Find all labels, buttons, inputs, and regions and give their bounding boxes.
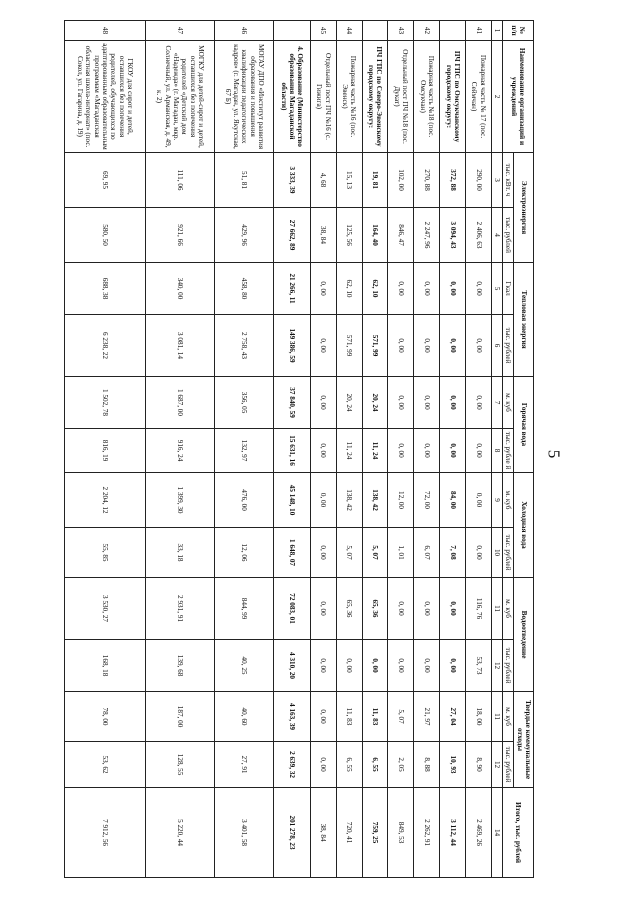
value-cell: 149 386, 59 xyxy=(274,315,311,377)
value-cell: 40, 25 xyxy=(215,640,274,692)
value-cell: 2 247, 96 xyxy=(414,208,440,263)
row-number: 46 xyxy=(215,21,274,41)
value-cell: 0, 00 xyxy=(440,578,466,640)
value-cell: 844, 99 xyxy=(215,578,274,640)
org-name: ГКОУ для сирот и детей, оставшихся без попечения родителей, обучающихся по адаптированным образовательным программам «Магаданская областная школа-интернат» (пос. Сокол, ул. Гагарина, д. 19) xyxy=(65,41,146,153)
value-cell: 10, 93 xyxy=(440,742,466,788)
value-cell: 111, 06 xyxy=(145,153,215,208)
subheader: м. куб xyxy=(503,692,514,742)
value-cell: 62, 10 xyxy=(336,263,362,315)
value-cell: 3 401, 58 xyxy=(215,788,274,878)
value-cell: 290, 00 xyxy=(466,153,492,208)
row-number: 42 xyxy=(414,21,440,41)
value-cell: 5, 07 xyxy=(362,528,388,578)
value-cell: 1 399, 30 xyxy=(145,473,215,528)
value-cell: 11, 83 xyxy=(362,692,388,742)
value-cell: 116, 76 xyxy=(466,578,492,640)
value-cell: 476, 00 xyxy=(215,473,274,528)
value-cell: 45 148, 10 xyxy=(274,473,311,528)
subheader: тыс. рублей xyxy=(503,640,514,692)
value-cell: 3 094, 43 xyxy=(440,208,466,263)
value-cell: 0, 00 xyxy=(414,315,440,377)
header-solid-waste: Твердые коммунальные отходы xyxy=(514,692,534,788)
org-name: Пожарная часть № 17 (пос. Сеймчан) xyxy=(466,41,492,153)
value-cell: 0, 00 xyxy=(466,377,492,429)
col-number: 5 xyxy=(491,263,502,315)
org-name: Отдельный пост ПЧ №16 (с. Гижига) xyxy=(310,41,336,153)
value-cell: 759, 25 xyxy=(362,788,388,878)
value-cell: 27, 91 xyxy=(215,742,274,788)
value-cell: 37 840, 59 xyxy=(274,377,311,429)
value-cell: 7, 08 xyxy=(440,528,466,578)
value-cell: 3 333, 39 xyxy=(274,153,311,208)
value-cell: 8, 88 xyxy=(414,742,440,788)
value-cell: 688, 38 xyxy=(65,263,146,315)
value-cell: 5, 07 xyxy=(336,528,362,578)
subheader: м. куб xyxy=(503,377,514,429)
value-cell: 21, 97 xyxy=(414,692,440,742)
table-row xyxy=(388,21,414,878)
table-body xyxy=(65,21,492,878)
header-hot-water: Горячая вода xyxy=(514,377,534,473)
value-cell: 849, 53 xyxy=(388,788,414,878)
value-cell: 816, 19 xyxy=(65,429,146,473)
value-cell: 8, 90 xyxy=(466,742,492,788)
row-number: 45 xyxy=(310,21,336,41)
value-cell: 0, 00 xyxy=(310,640,336,692)
value-cell: 139, 68 xyxy=(145,640,215,692)
value-cell: 3 081, 14 xyxy=(145,315,215,377)
value-cell: 102, 00 xyxy=(388,153,414,208)
value-cell: 0, 00 xyxy=(466,429,492,473)
value-cell: 571, 99 xyxy=(362,315,388,377)
value-cell: 0, 00 xyxy=(310,429,336,473)
value-cell: 0, 00 xyxy=(414,640,440,692)
value-cell: 20, 24 xyxy=(362,377,388,429)
value-cell: 2 204, 12 xyxy=(65,473,146,528)
value-cell: 4, 68 xyxy=(310,153,336,208)
header-org: Наименование организаций и учреждений xyxy=(503,41,534,153)
header-cold-water: Холодная вода xyxy=(514,473,534,578)
subheader: тыс. рублей xyxy=(503,742,514,788)
value-cell: 429, 96 xyxy=(215,208,274,263)
value-cell: 458, 80 xyxy=(215,263,274,315)
value-cell: 0, 00 xyxy=(388,578,414,640)
subheader: м. куб xyxy=(503,578,514,640)
table-row xyxy=(336,21,362,878)
value-cell: 27, 04 xyxy=(440,692,466,742)
value-cell: 340, 00 xyxy=(145,263,215,315)
value-cell: 0, 00 xyxy=(388,315,414,377)
rotated-table-frame xyxy=(64,20,534,877)
value-cell: 12, 06 xyxy=(215,528,274,578)
col-number: 6 xyxy=(491,315,502,377)
header-no: № п/п xyxy=(503,21,534,41)
org-name: МОГАУ ДПО «Институт развития образования и повышения квалификации педагогических кадров» (г. Магадан, ул. Якутская, 67 Б) xyxy=(215,41,274,153)
value-cell: 2 406, 63 xyxy=(466,208,492,263)
value-cell: 72 083, 01 xyxy=(274,578,311,640)
value-cell: 4 310, 20 xyxy=(274,640,311,692)
value-cell: 53, 62 xyxy=(65,742,146,788)
table-row xyxy=(215,21,274,878)
subheader: тыс. рублей xyxy=(503,208,514,263)
value-cell: 0, 00 xyxy=(310,473,336,528)
value-cell: 6, 55 xyxy=(362,742,388,788)
header-total: Итого, тыс. рублей xyxy=(503,788,534,878)
value-cell: 1 687, 00 xyxy=(145,377,215,429)
col-number: 12 xyxy=(491,742,502,788)
subheader: тыс. кВт. ч xyxy=(503,153,514,208)
row-number: 41 xyxy=(466,21,492,41)
org-name: ПЧ ГПС по Омсукчанскому городскому округу: xyxy=(440,41,466,153)
subheader: тыс. рубле й xyxy=(503,429,514,473)
value-cell: 78, 00 xyxy=(65,692,146,742)
value-cell: 0, 00 xyxy=(466,315,492,377)
value-cell: 0, 00 xyxy=(440,429,466,473)
value-cell: 125, 56 xyxy=(336,208,362,263)
value-cell: 15, 13 xyxy=(336,153,362,208)
value-cell: 5 220, 44 xyxy=(145,788,215,878)
value-cell: 0, 00 xyxy=(310,315,336,377)
value-cell: 6 238, 22 xyxy=(65,315,146,377)
org-name: Пожарная часть №18 (пос. Омсукчан) xyxy=(414,41,440,153)
value-cell: 0, 00 xyxy=(466,473,492,528)
org-name: МОГКУ для детей-сирот и детей, оставшихся без попечения родителей «Детский дом «Надежда» (г. Магадан, мкр. Солнечный, ул. Арманская, д. 49, к. 2) xyxy=(145,41,215,153)
value-cell: 0, 00 xyxy=(466,263,492,315)
col-number: 2 xyxy=(491,41,502,153)
value-cell: 11, 24 xyxy=(362,429,388,473)
value-cell: 65, 36 xyxy=(362,578,388,640)
table-row xyxy=(440,21,466,878)
value-cell: 0, 00 xyxy=(466,528,492,578)
value-cell: 84, 00 xyxy=(440,473,466,528)
value-cell: 164, 40 xyxy=(362,208,388,263)
value-cell: 15 631, 16 xyxy=(274,429,311,473)
table-row xyxy=(65,21,146,878)
value-cell: 33, 18 xyxy=(145,528,215,578)
col-number: 3 xyxy=(491,153,502,208)
value-cell: 128, 55 xyxy=(145,742,215,788)
subheader: Гкал xyxy=(503,263,514,315)
value-cell: 27 662, 89 xyxy=(274,208,311,263)
table-row xyxy=(414,21,440,878)
row-number: 44 xyxy=(336,21,362,41)
value-cell: 138, 42 xyxy=(362,473,388,528)
value-cell: 11, 24 xyxy=(336,429,362,473)
value-cell: 38, 84 xyxy=(310,788,336,878)
row-number: 43 xyxy=(388,21,414,41)
header-electricity: Электроэнергия xyxy=(514,153,534,263)
value-cell: 40, 60 xyxy=(215,692,274,742)
value-cell: 0, 00 xyxy=(440,263,466,315)
row-number: 47 xyxy=(145,21,215,41)
col-number: 11 xyxy=(491,578,502,640)
subheader: тыс. рублей xyxy=(503,315,514,377)
col-number: 11 xyxy=(491,692,502,742)
value-cell: 138, 42 xyxy=(336,473,362,528)
value-cell: 0, 00 xyxy=(414,377,440,429)
value-cell: 0, 00 xyxy=(440,377,466,429)
value-cell: 0, 00 xyxy=(414,578,440,640)
row-number: 48 xyxy=(65,21,146,41)
subheader: тыс. рублей xyxy=(503,528,514,578)
value-cell: 6, 07 xyxy=(414,528,440,578)
value-cell: 846, 47 xyxy=(388,208,414,263)
table-row xyxy=(310,21,336,878)
col-number: 4 xyxy=(491,208,502,263)
table-row xyxy=(362,21,388,878)
value-cell: 11, 83 xyxy=(336,692,362,742)
value-cell: 187, 00 xyxy=(145,692,215,742)
value-cell: 132, 97 xyxy=(215,429,274,473)
col-number: 9 xyxy=(491,473,502,528)
value-cell: 5, 07 xyxy=(388,692,414,742)
value-cell: 0, 00 xyxy=(440,640,466,692)
value-cell: 12, 00 xyxy=(388,473,414,528)
row-number xyxy=(362,21,388,41)
value-cell: 65, 36 xyxy=(336,578,362,640)
value-cell: 19, 81 xyxy=(362,153,388,208)
value-cell: 38, 84 xyxy=(310,208,336,263)
org-name: Пожарная часть №16 (пос. Эвенск) xyxy=(336,41,362,153)
value-cell: 921, 66 xyxy=(145,208,215,263)
value-cell: 1, 01 xyxy=(388,528,414,578)
value-cell: 201 278, 23 xyxy=(274,788,311,878)
value-cell: 62, 10 xyxy=(362,263,388,315)
value-cell: 0, 00 xyxy=(310,377,336,429)
table-row xyxy=(466,21,492,878)
col-number: 8 xyxy=(491,429,502,473)
value-cell: 55, 85 xyxy=(65,528,146,578)
subheader: м. куб xyxy=(503,473,514,528)
value-cell: 20, 24 xyxy=(336,377,362,429)
value-cell: 720, 41 xyxy=(336,788,362,878)
value-cell: 3 112, 44 xyxy=(440,788,466,878)
value-cell: 1 648, 07 xyxy=(274,528,311,578)
col-number: 10 xyxy=(491,528,502,578)
value-cell: 0, 00 xyxy=(310,742,336,788)
value-cell: 2, 05 xyxy=(388,742,414,788)
value-cell: 2 469, 26 xyxy=(466,788,492,878)
col-number: 12 xyxy=(491,640,502,692)
col-number: 14 xyxy=(491,788,502,878)
value-cell: 0, 00 xyxy=(310,692,336,742)
value-cell: 1 502, 78 xyxy=(65,377,146,429)
value-cell: 3 530, 27 xyxy=(65,578,146,640)
org-name: ПЧ ГПС по Северо-Эвенскому городскому округу: xyxy=(362,41,388,153)
value-cell: 0, 00 xyxy=(336,640,362,692)
col-number: 1 xyxy=(491,21,502,41)
value-cell: 372, 88 xyxy=(440,153,466,208)
org-name: 4. Образование (Министерство образования Магаданской области) xyxy=(274,41,311,153)
header-heat: Тепловая энергия xyxy=(514,263,534,377)
value-cell: 168, 18 xyxy=(65,640,146,692)
value-cell: 0, 00 xyxy=(388,377,414,429)
row-number xyxy=(274,21,311,41)
value-cell: 53, 73 xyxy=(466,640,492,692)
row-number xyxy=(440,21,466,41)
value-cell: 580, 50 xyxy=(65,208,146,263)
value-cell: 571, 99 xyxy=(336,315,362,377)
value-cell: 69, 95 xyxy=(65,153,146,208)
value-cell: 2 931, 91 xyxy=(145,578,215,640)
value-cell: 0, 00 xyxy=(310,578,336,640)
value-cell: 0, 00 xyxy=(310,263,336,315)
value-cell: 21 266, 11 xyxy=(274,263,311,315)
table-row xyxy=(145,21,215,878)
page-number: 5 xyxy=(544,449,564,459)
header-sewage: Водоотведение xyxy=(514,578,534,692)
value-cell: 2 758, 43 xyxy=(215,315,274,377)
value-cell: 916, 24 xyxy=(145,429,215,473)
value-cell: 72, 00 xyxy=(414,473,440,528)
value-cell: 4 163, 39 xyxy=(274,692,311,742)
value-cell: 0, 00 xyxy=(388,263,414,315)
value-cell: 0, 00 xyxy=(414,263,440,315)
value-cell: 2 262, 91 xyxy=(414,788,440,878)
value-cell: 2 639, 32 xyxy=(274,742,311,788)
col-number: 7 xyxy=(491,377,502,429)
utilities-table xyxy=(64,20,534,878)
value-cell: 0, 00 xyxy=(440,315,466,377)
value-cell: 51, 81 xyxy=(215,153,274,208)
value-cell: 7 912, 56 xyxy=(65,788,146,878)
value-cell: 270, 88 xyxy=(414,153,440,208)
value-cell: 0, 00 xyxy=(388,429,414,473)
table-row xyxy=(274,21,311,878)
value-cell: 0, 00 xyxy=(310,528,336,578)
value-cell: 18, 00 xyxy=(466,692,492,742)
value-cell: 0, 00 xyxy=(414,429,440,473)
value-cell: 0, 00 xyxy=(362,640,388,692)
org-name: Отдельный пост ПЧ №18 (пос. Дукат) xyxy=(388,41,414,153)
value-cell: 356, 05 xyxy=(215,377,274,429)
value-cell: 6, 55 xyxy=(336,742,362,788)
value-cell: 0, 00 xyxy=(388,640,414,692)
